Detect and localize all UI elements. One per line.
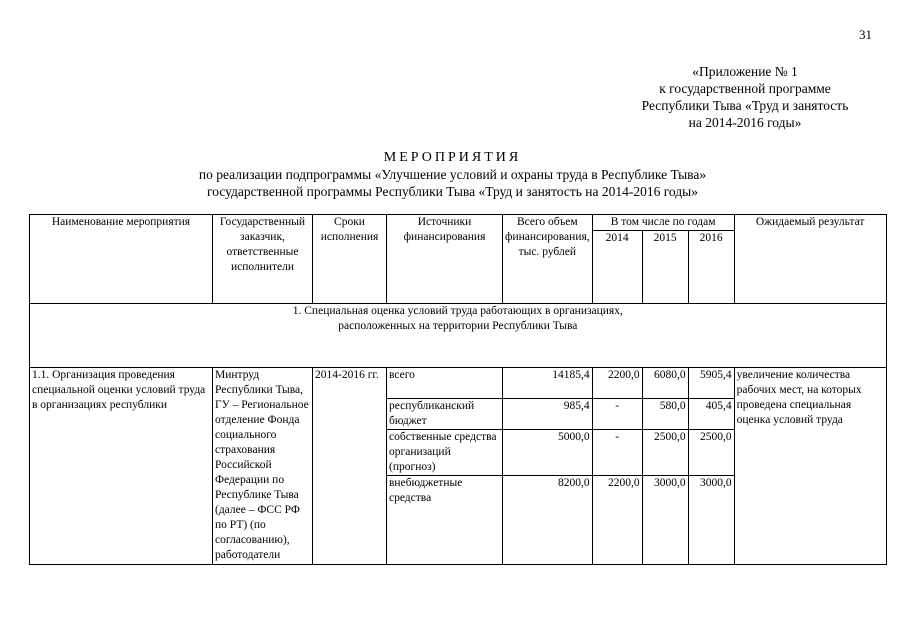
appendix-line: на 2014-2016 годы» [688, 115, 802, 130]
header-result: Ожидаемый результат [734, 215, 886, 304]
total-cell: 5000,0 [503, 430, 593, 476]
item-name: 1.1. Организация проведения специальной оценки условий труда в организациях республики [30, 368, 213, 565]
year-2016-cell: 2500,0 [688, 430, 734, 476]
header-terms: Сроки исполнения [313, 215, 387, 304]
year-2015-cell: 3000,0 [642, 476, 688, 565]
page-number: 31 [859, 27, 872, 42]
year-2016-cell: 3000,0 [688, 476, 734, 565]
year-2016-cell: 5905,4 [688, 368, 734, 399]
source-cell: республиканский бюджет [387, 399, 503, 430]
appendix-line: к государственной программе [659, 81, 831, 96]
header-total: Всего объем финансирования, тыс. рублей [503, 215, 593, 304]
section-title [30, 304, 887, 368]
total-cell: 8200,0 [503, 476, 593, 565]
title-line: по реализации подпрограммы «Улучшение условий и охраны труда в Республике Тыва» [198, 167, 707, 182]
section-line: 1. Специальная оценка условий труда работающих в организациях, [292, 305, 623, 317]
header-row [30, 215, 887, 231]
appendix-line: Республики Тыва «Труд и занятость [641, 98, 849, 113]
header-by-years: В том числе по годам [592, 215, 734, 231]
header-customer: Государственный заказчик, ответственные исполнители [213, 215, 313, 304]
total-cell: 985,4 [503, 399, 593, 430]
document-title [0, 149, 905, 200]
header-year-2014: 2014 [592, 231, 642, 304]
events-table [29, 214, 887, 565]
header-name: Наименование мероприятия [30, 215, 213, 304]
year-2014-cell: 2200,0 [592, 476, 642, 565]
year-2016-cell: 405,4 [688, 399, 734, 430]
title-line: государственной программы Республики Тыва «Труд и занятость на 2014-2016 годы» [207, 184, 698, 199]
year-2014-cell: - [592, 399, 642, 430]
item-terms: 2014-2016 гг. [313, 368, 387, 565]
year-2015-cell: 6080,0 [642, 368, 688, 399]
source-cell: собственные средства организаций (прогноз) [387, 430, 503, 476]
total-cell: 14185,4 [503, 368, 593, 399]
table-row [30, 368, 887, 399]
header-year-2016: 2016 [688, 231, 734, 304]
title-main: МЕРОПРИЯТИЯ [383, 150, 522, 165]
appendix-line: «Приложение № 1 [692, 64, 798, 79]
source-cell: внебюджетные средства [387, 476, 503, 565]
section-row [30, 304, 887, 368]
year-2014-cell: - [592, 430, 642, 476]
section-line: расположенных на территории Республики Тыва [338, 320, 578, 332]
year-2014-cell: 2200,0 [592, 368, 642, 399]
appendix-note [600, 63, 890, 131]
header-sources: Источники финансирования [387, 215, 503, 304]
item-result: увеличение количества рабочих мест, на которых проведена специальная оценка условий труда [734, 368, 886, 565]
item-customer: Минтруд Республики Тыва, ГУ – Региональное отделение Фонда социального страхования Российской Федерации по Республике Тыва (далее – ФСС РФ по РТ) (по согласованию), работодатели [213, 368, 313, 565]
source-cell: всего [387, 368, 503, 399]
year-2015-cell: 2500,0 [642, 430, 688, 476]
header-year-2015: 2015 [642, 231, 688, 304]
year-2015-cell: 580,0 [642, 399, 688, 430]
